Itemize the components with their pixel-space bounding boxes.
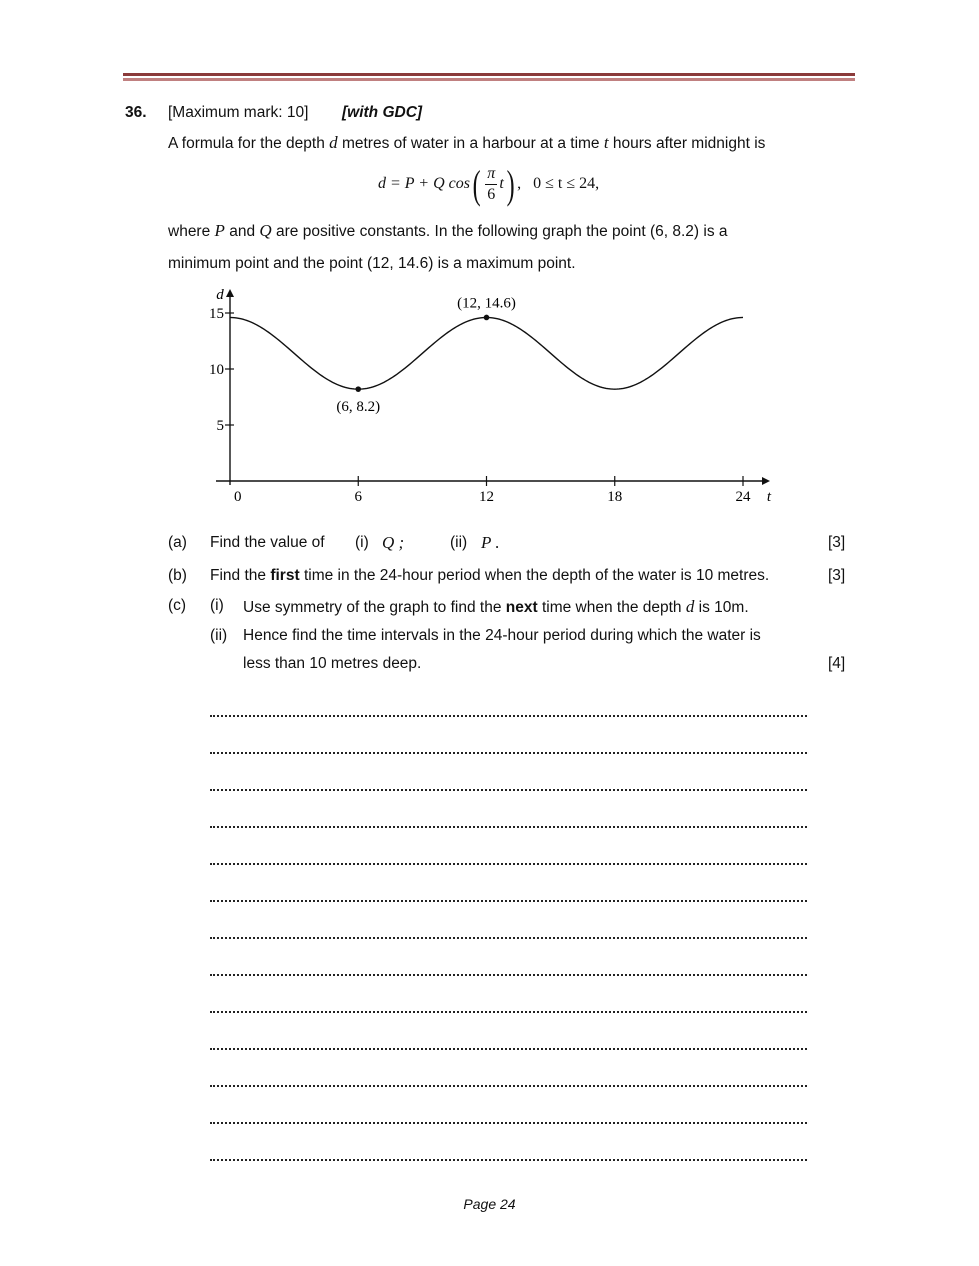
answer-line[interactable]: [210, 972, 807, 976]
y-axis-arrow: [226, 289, 234, 297]
part-a-label: (a): [168, 534, 187, 551]
intro-text-a: A formula for the depth: [168, 135, 325, 152]
y-tick-label: 10: [209, 362, 224, 378]
x-tick-label: 12: [479, 489, 494, 505]
part-a-ii-var: P .: [481, 533, 500, 552]
point-label: (6, 8.2): [336, 399, 381, 416]
part-b-text: [210, 567, 769, 585]
part-c-marks: [4]: [828, 655, 846, 672]
where-line-2: minimum point and the point (12, 14.6) is a maximum point.: [168, 255, 576, 272]
formula-lhs: d = P + Q cos: [378, 175, 470, 192]
depth-curve: [230, 317, 743, 389]
intro-var-t: t: [603, 133, 609, 152]
gdc-note: [with GDC]: [342, 104, 423, 121]
part-c-i-text-2: time when the depth: [541, 599, 682, 616]
part-c-ii-text-2: less than 10 metres deep.: [243, 655, 422, 672]
x-axis-label: t: [766, 489, 772, 505]
part-a-i: (i): [355, 534, 369, 551]
part-b-text-2: time in the 24-hour period when the depth of the water is 10 metres.: [303, 567, 770, 584]
header-rule-light: [123, 78, 855, 81]
answer-line[interactable]: [210, 787, 807, 791]
depth-graph: [0, 285, 979, 525]
left-paren: (: [472, 161, 481, 207]
formula-denominator: 6: [487, 185, 496, 203]
answer-line[interactable]: [210, 1120, 807, 1124]
answer-line[interactable]: [210, 935, 807, 939]
part-c-i-text: [243, 597, 749, 617]
y-tick-label: 5: [216, 418, 224, 434]
answer-line[interactable]: [210, 1083, 807, 1087]
answer-line[interactable]: [210, 713, 807, 717]
part-b-bold: first: [270, 567, 300, 584]
where-var-p: P: [214, 221, 225, 240]
formula-numerator: π: [485, 164, 497, 185]
part-c-i: (i): [210, 597, 224, 614]
part-c-ii: (ii): [210, 627, 228, 644]
x-axis-arrow: [762, 477, 770, 485]
formula: [378, 160, 599, 208]
where-text-b: are positive constants. In the following graph the point (6, 8.2) is a: [276, 223, 728, 240]
answer-line[interactable]: [210, 1009, 807, 1013]
where-line: [168, 221, 728, 241]
part-c-i-text-1: Use symmetry of the graph to find the: [243, 599, 502, 616]
right-paren: ): [506, 161, 515, 207]
header-rule: [123, 73, 855, 76]
question-number: 36.: [125, 104, 147, 121]
intro-text-b: metres of water in a harbour at a time: [341, 135, 600, 152]
x-tick-label: 24: [735, 489, 751, 505]
answer-line[interactable]: [210, 1157, 807, 1161]
x-tick-label: 18: [607, 489, 623, 505]
where-text-a: where: [168, 223, 211, 240]
x-tick-label: 6: [354, 489, 362, 505]
where-var-q: Q: [259, 221, 272, 240]
part-a-ii: (ii): [450, 534, 468, 551]
max-mark: [Maximum mark: 10]: [168, 104, 309, 121]
answer-line[interactable]: [210, 898, 807, 902]
formula-fraction: [485, 164, 497, 205]
part-c-i-var-d: d: [685, 597, 695, 616]
intro-text-c: hours after midnight is: [612, 135, 766, 152]
part-c-ii-text-1: Hence find the time intervals in the 24-hour period during which the water is: [243, 627, 761, 644]
point-label: (12, 14.6): [457, 295, 516, 312]
formula-range: , 0 ≤ t ≤ 24,: [517, 175, 600, 192]
part-b-marks: [3]: [828, 567, 846, 584]
part-c-label: (c): [168, 597, 187, 614]
page-footer: Page 24: [463, 1196, 516, 1212]
where-and: and: [229, 223, 256, 240]
intro-var-d: d: [329, 133, 338, 152]
intro-line: [168, 133, 765, 153]
y-tick-label: 15: [209, 306, 224, 322]
answer-line[interactable]: [210, 750, 807, 754]
part-a-i-var: Q ;: [382, 533, 405, 552]
answer-line[interactable]: [210, 1046, 807, 1050]
part-a-text: Find the value of: [210, 534, 325, 551]
y-axis-label: d: [216, 287, 224, 303]
answer-line[interactable]: [210, 824, 807, 828]
formula-t: t: [499, 175, 504, 192]
part-a-marks: [3]: [828, 534, 846, 551]
part-c-i-text-3: is 10m.: [698, 599, 749, 616]
part-b-text-1: Find the: [210, 567, 267, 584]
answer-line[interactable]: [210, 861, 807, 865]
x-tick-label: 0: [234, 489, 242, 505]
part-b-label: (b): [168, 567, 187, 584]
part-c-i-bold: next: [505, 599, 538, 616]
